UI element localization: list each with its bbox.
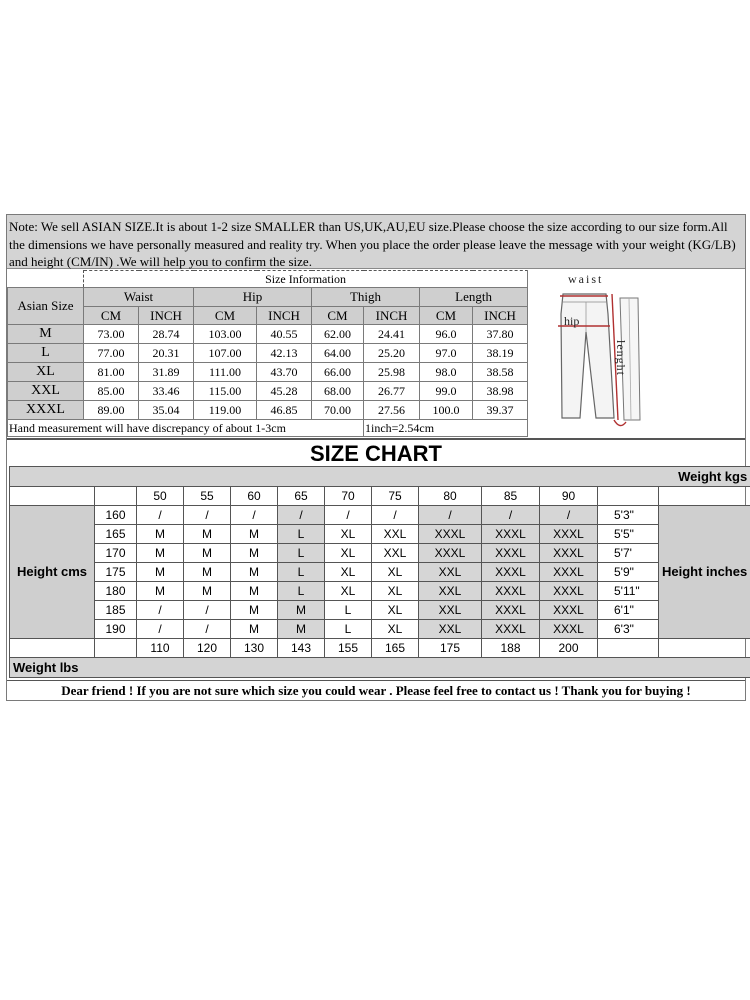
size-row <box>8 325 528 344</box>
height-cm-cell: 175 <box>95 563 137 582</box>
measurement-cell: 62.00 <box>312 325 364 344</box>
weight-lb-cell: 120 <box>184 639 231 658</box>
size-cell: M <box>231 582 278 601</box>
size-cell: XXL <box>419 601 482 620</box>
pants-drawing <box>528 270 746 437</box>
size-cell: XXXL <box>419 544 482 563</box>
size-cell: M <box>278 620 325 639</box>
size-cell: XL <box>325 544 372 563</box>
measurement-cell: 70.00 <box>312 401 364 420</box>
measurement-cell: 46.85 <box>257 401 312 420</box>
measurement-cell: 38.19 <box>473 344 528 363</box>
measurement-cell: 25.98 <box>364 363 420 382</box>
measurement-cell: 77.00 <box>84 344 139 363</box>
size-cell: XL <box>372 601 419 620</box>
size-cell: M <box>231 563 278 582</box>
size-cell: XL <box>325 525 372 544</box>
size-label: L <box>8 344 84 363</box>
measurement-cell: 40.55 <box>257 325 312 344</box>
corner-cell <box>659 487 750 506</box>
measurement-cell: 103.00 <box>194 325 257 344</box>
size-cell: XXXL <box>540 544 598 563</box>
size-cell: L <box>278 582 325 601</box>
size-cell: XL <box>372 563 419 582</box>
measurement-cell: 68.00 <box>312 382 364 401</box>
unit-header: INCH <box>257 307 312 325</box>
weight-kg-cell: 80 <box>419 487 482 506</box>
size-label: M <box>8 325 84 344</box>
unit-header: INCH <box>364 307 420 325</box>
measurement-cell: 33.46 <box>139 382 194 401</box>
size-cell: M <box>231 525 278 544</box>
size-cell: XL <box>325 582 372 601</box>
size-cell: L <box>325 601 372 620</box>
measurement-cell: 98.0 <box>420 363 473 382</box>
measurement-cell: 85.00 <box>84 382 139 401</box>
measurement-cell: 96.0 <box>420 325 473 344</box>
size-cell: XXXL <box>482 563 540 582</box>
measurement-cell: 24.41 <box>364 325 420 344</box>
measurement-cell: 89.00 <box>84 401 139 420</box>
weight-lbs-header: Weight lbs <box>10 658 750 678</box>
corner-cell <box>10 639 95 658</box>
measurement-cell: 45.28 <box>257 382 312 401</box>
size-cell: / <box>540 506 598 525</box>
size-cell: / <box>278 506 325 525</box>
thigh-header: Thigh <box>312 288 420 307</box>
height-row <box>10 544 750 563</box>
weight-kg-cell: 85 <box>482 487 540 506</box>
measurement-cell: 27.56 <box>364 401 420 420</box>
size-row <box>8 363 528 382</box>
height-row <box>10 582 750 601</box>
weight-lb-cell: 165 <box>372 639 419 658</box>
weight-kgs-header: Weight kgs <box>10 467 750 487</box>
size-cell: / <box>137 601 184 620</box>
corner-cell <box>598 487 659 506</box>
measurement-cell: 66.00 <box>312 363 364 382</box>
weight-kg-cell: 75 <box>372 487 419 506</box>
size-cell: XXXL <box>482 620 540 639</box>
weight-lb-cell: 130 <box>231 639 278 658</box>
height-cm-cell: 165 <box>95 525 137 544</box>
corner-cell <box>598 639 659 658</box>
measurement-cell: 20.31 <box>139 344 194 363</box>
height-inch-cell: 5'11" <box>598 582 659 601</box>
weight-lb-cell: 155 <box>325 639 372 658</box>
height-cm-cell: 160 <box>95 506 137 525</box>
measurement-cell: 119.00 <box>194 401 257 420</box>
size-cell: / <box>419 506 482 525</box>
weight-kg-cell: 65 <box>278 487 325 506</box>
size-cell: M <box>137 582 184 601</box>
height-row <box>10 506 750 525</box>
measurement-cell: 35.04 <box>139 401 194 420</box>
measurement-cell: 73.00 <box>84 325 139 344</box>
size-row <box>8 344 528 363</box>
height-row <box>10 601 750 620</box>
size-cell: M <box>231 601 278 620</box>
length-header: Length <box>420 288 528 307</box>
corner-cell <box>95 639 137 658</box>
size-cell: M <box>137 525 184 544</box>
unit-header: CM <box>194 307 257 325</box>
size-cell: XXL <box>419 620 482 639</box>
measurement-cell: 26.77 <box>364 382 420 401</box>
measurement-cell: 99.0 <box>420 382 473 401</box>
height-cm-cell: 180 <box>95 582 137 601</box>
waist-header: Waist <box>84 288 194 307</box>
size-cell: M <box>184 563 231 582</box>
size-cell: XXL <box>419 582 482 601</box>
size-information-table <box>7 270 528 437</box>
measurement-cell: 31.89 <box>139 363 194 382</box>
size-cell: XXXL <box>482 544 540 563</box>
size-cell: XXXL <box>540 601 598 620</box>
unit-header: INCH <box>139 307 194 325</box>
pants-measurement-figure <box>527 270 745 437</box>
height-row <box>10 525 750 544</box>
size-cell: M <box>231 544 278 563</box>
size-cell: / <box>184 601 231 620</box>
weight-kg-cell: 70 <box>325 487 372 506</box>
size-cell: XXXL <box>540 582 598 601</box>
height-inch-cell: 5'5" <box>598 525 659 544</box>
height-inches-header: Height inches <box>659 506 750 639</box>
size-cell: M <box>278 601 325 620</box>
measurement-cell: 115.00 <box>194 382 257 401</box>
measurement-cell: 37.80 <box>473 325 528 344</box>
weight-lb-cell: 188 <box>482 639 540 658</box>
size-cell: / <box>184 620 231 639</box>
size-cell: XXL <box>372 544 419 563</box>
size-cell: XXXL <box>540 525 598 544</box>
size-information-title: Size Information <box>84 271 528 288</box>
size-cell: XXXL <box>482 582 540 601</box>
size-cell: XXXL <box>419 525 482 544</box>
size-cell: / <box>231 506 278 525</box>
weight-kg-cell: 90 <box>540 487 598 506</box>
measurement-cell: 97.0 <box>420 344 473 363</box>
size-cell: M <box>231 620 278 639</box>
weight-kg-cell: 60 <box>231 487 278 506</box>
height-cms-header: Height cms <box>10 506 95 639</box>
unit-header: INCH <box>473 307 528 325</box>
size-cell: XXL <box>419 563 482 582</box>
height-cm-cell: 170 <box>95 544 137 563</box>
size-cell: XL <box>325 563 372 582</box>
height-row <box>10 563 750 582</box>
height-row <box>10 620 750 639</box>
corner-cell <box>659 639 750 658</box>
size-row <box>8 401 528 420</box>
hip-label: hip <box>564 314 580 328</box>
weight-kg-cell: 50 <box>137 487 184 506</box>
hip-header: Hip <box>194 288 312 307</box>
contact-footer: Dear friend ! If you are not sure which size you could wear . Please feel free to contact us ! Thank you for buying ! <box>7 680 745 701</box>
height-inch-cell: 5'3" <box>598 506 659 525</box>
measurement-cell: 39.37 <box>473 401 528 420</box>
size-cell: L <box>278 525 325 544</box>
measurement-cell: 43.70 <box>257 363 312 382</box>
size-cell: / <box>137 620 184 639</box>
size-row <box>8 382 528 401</box>
weight-lb-cell: 143 <box>278 639 325 658</box>
size-chart-title: SIZE CHART <box>7 438 745 466</box>
unit-header: CM <box>84 307 139 325</box>
measurement-cell: 64.00 <box>312 344 364 363</box>
measurement-cell: 42.13 <box>257 344 312 363</box>
weight-lb-cell: 200 <box>540 639 598 658</box>
height-cm-cell: 190 <box>95 620 137 639</box>
size-cell: XXXL <box>540 620 598 639</box>
size-label: XXXL <box>8 401 84 420</box>
measurement-cell: 81.00 <box>84 363 139 382</box>
asian-size-header: Asian Size <box>8 288 84 325</box>
size-chart-sheet <box>6 214 746 701</box>
size-cell: / <box>137 506 184 525</box>
size-label: XL <box>8 363 84 382</box>
size-cell: XL <box>372 582 419 601</box>
measurement-note: Hand measurement will have discrepancy of about 1-3cm <box>8 420 364 437</box>
size-cell: M <box>184 525 231 544</box>
measurement-cell: 38.58 <box>473 363 528 382</box>
height-inch-cell: 6'3" <box>598 620 659 639</box>
size-cell: / <box>325 506 372 525</box>
size-note: Note: We sell ASIAN SIZE.It is about 1-2 size SMALLER than US,UK,AU,EU size.Please choose the size according to our size form.All the dimensions we have personally measured and reality try. When you place the order please leave the message with your weight (KG/LB) and height (CM/IN) .We will help you to confirm the size. <box>7 215 745 269</box>
weight-lb-cell: 110 <box>137 639 184 658</box>
size-cell: XXXL <box>482 601 540 620</box>
height-inch-cell: 6'1" <box>598 601 659 620</box>
weight-kg-cell: 55 <box>184 487 231 506</box>
size-cell: L <box>278 563 325 582</box>
size-cell: L <box>278 544 325 563</box>
size-cell: / <box>372 506 419 525</box>
measurement-cell: 38.98 <box>473 382 528 401</box>
height-inch-cell: 5'9" <box>598 563 659 582</box>
size-label: XXL <box>8 382 84 401</box>
height-inch-cell: 5'7' <box>598 544 659 563</box>
unit-header: CM <box>420 307 473 325</box>
size-cell: M <box>137 544 184 563</box>
size-cell: M <box>184 544 231 563</box>
corner-cell <box>10 487 95 506</box>
measurement-cell: 111.00 <box>194 363 257 382</box>
size-cell: M <box>184 582 231 601</box>
weight-lb-cell: 175 <box>419 639 482 658</box>
size-cell: XL <box>372 620 419 639</box>
measurement-cell: 25.20 <box>364 344 420 363</box>
size-recommendation-table <box>9 466 750 678</box>
measurement-cell: 28.74 <box>139 325 194 344</box>
size-cell: XXL <box>372 525 419 544</box>
unit-header: CM <box>312 307 364 325</box>
height-cm-cell: 185 <box>95 601 137 620</box>
measurement-cell: 107.00 <box>194 344 257 363</box>
waist-label: waist <box>568 272 604 286</box>
size-cell: / <box>184 506 231 525</box>
corner-cell <box>95 487 137 506</box>
size-cell: L <box>325 620 372 639</box>
size-cell: M <box>137 563 184 582</box>
size-cell: XXXL <box>482 525 540 544</box>
inch-conversion-note: 1inch=2.54cm <box>364 420 528 437</box>
size-cell: XXXL <box>540 563 598 582</box>
measurement-cell: 100.0 <box>420 401 473 420</box>
length-label: lenght <box>614 340 628 376</box>
size-cell: / <box>482 506 540 525</box>
